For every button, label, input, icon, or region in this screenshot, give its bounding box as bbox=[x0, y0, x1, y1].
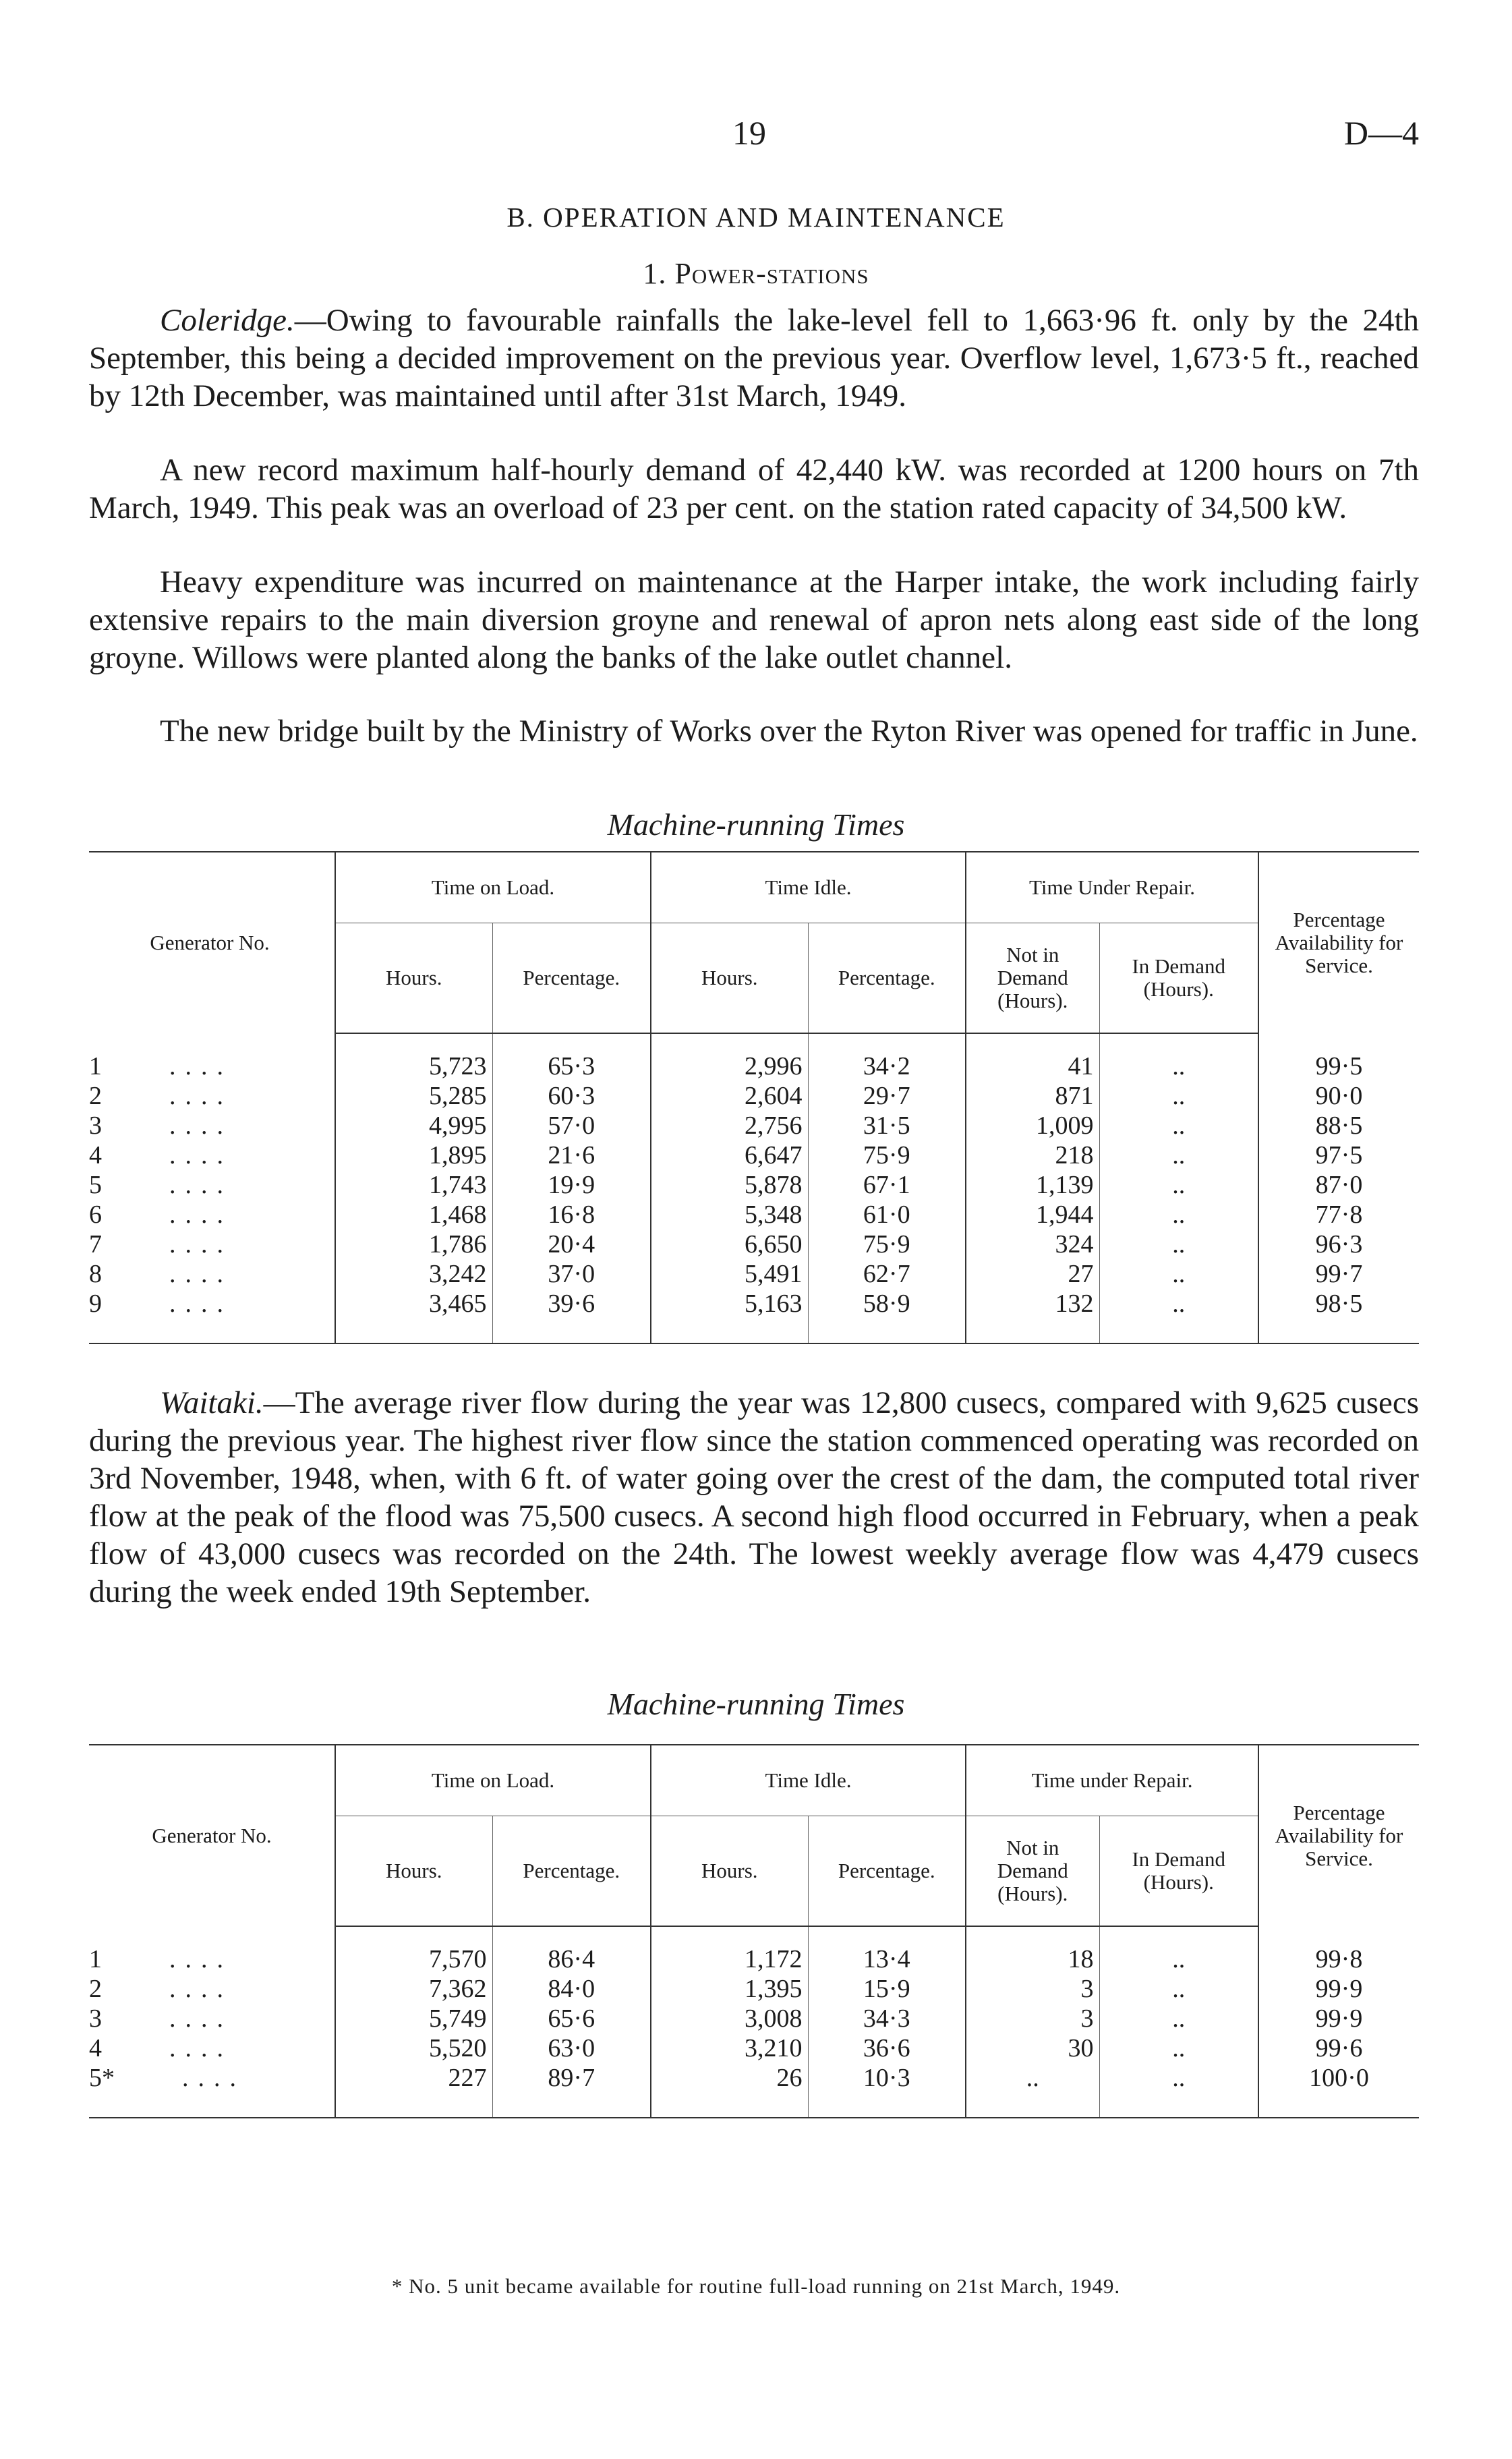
idle-hours: 6,647 bbox=[651, 1140, 808, 1170]
table-row: 1 .... 7,570 86·4 1,172 13·4 18 .. 99·8 bbox=[89, 1944, 1419, 1974]
table-row: 5* .... 227 89·7 26 10·3 .. .. 100·0 bbox=[89, 2063, 1419, 2093]
table-row: 7 .... 1,786 20·4 6,650 75·9 324 .. 96·3 bbox=[89, 1230, 1419, 1259]
load-percentage: 37·0 bbox=[492, 1259, 651, 1289]
not-in-demand-hours: 3 bbox=[966, 1974, 1099, 2004]
idle-percentage: 34·3 bbox=[808, 2004, 966, 2033]
not-in-demand-hours: 1,009 bbox=[966, 1111, 1099, 1140]
table-row: 2 .... 7,362 84·0 1,395 15·9 3 .. 99·9 bbox=[89, 1974, 1419, 2004]
table-row: 4 .... 1,895 21·6 6,647 75·9 218 .. 97·5 bbox=[89, 1140, 1419, 1170]
generator-number: 5 bbox=[89, 1171, 102, 1199]
in-demand-hours: .. bbox=[1099, 2004, 1258, 2033]
load-hours: 7,570 bbox=[335, 1944, 492, 1974]
load-hours: 1,786 bbox=[335, 1230, 492, 1259]
header-time-on-load: Time on Load. bbox=[335, 1745, 651, 1816]
coleridge-paragraph-2: A new record maximum half-hourly demand of 42,440 kW. was recorded at 1200 hours on 7th March, 1949. This peak was an overload of 23 per cent. on the station rated capacity of 34,500 kW. bbox=[89, 453, 1419, 525]
header-time-on-load: Time on Load. bbox=[335, 852, 651, 923]
idle-percentage: 75·9 bbox=[808, 1140, 966, 1170]
load-hours: 3,465 bbox=[335, 1289, 492, 1319]
table-row: 3 .... 5,749 65·6 3,008 34·3 3 .. 99·9 bbox=[89, 2004, 1419, 2033]
subsection-name: Power-stations bbox=[674, 257, 869, 290]
load-percentage: 21·6 bbox=[492, 1140, 651, 1170]
not-in-demand-hours: 41 bbox=[966, 1051, 1099, 1081]
coleridge-p1-text: —Owing to favourable rainfalls the lake-level fell to 1,663·96 ft. only by the 24th September, this being a decided improvement on the previous year. Overflow level, 1,673·5 ft., reached by 12th December, was maintained until after 31st March, 1949. bbox=[89, 303, 1419, 413]
table-row: 6 .... 1,468 16·8 5,348 61·0 1,944 .. 77·8 bbox=[89, 1200, 1419, 1230]
not-in-demand-hours: 30 bbox=[966, 2033, 1099, 2063]
not-in-demand-hours: 18 bbox=[966, 1944, 1099, 1974]
table2-footnote: * No. 5 unit became available for routine full-load running on 21st March, 1949. bbox=[391, 2274, 1121, 2298]
generator-number: 1 bbox=[89, 1945, 102, 1973]
availability-percentage: 99·9 bbox=[1258, 1974, 1419, 2004]
header-load-percentage: Percentage. bbox=[492, 1816, 651, 1927]
availability-percentage: 99·5 bbox=[1258, 1051, 1419, 1081]
not-in-demand-hours: 871 bbox=[966, 1081, 1099, 1111]
load-hours: 5,723 bbox=[335, 1051, 492, 1081]
waitaki-p1-text: —The average river flow during the year was 12,800 cusecs, compared with 9,625 cusecs during the previous year. The highest river flow since the station commenced operating was recorded on 3rd November, 1948, when, with 6 ft. of water going over the crest of the dam, the computed total river flow at the peak of the flood was 75,500 cusecs. A second high flood occurred in February, when a peak flow of 43,000 cusecs was recorded on the 24th. The lowest weekly average flow was 4,479 cusecs during the week ended 19th September. bbox=[89, 1385, 1419, 1609]
idle-percentage: 62·7 bbox=[808, 1259, 966, 1289]
header-time-idle: Time Idle. bbox=[651, 1745, 966, 1816]
not-in-demand-hours: .. bbox=[966, 2063, 1099, 2093]
header-time-under-repair: Time Under Repair. bbox=[966, 852, 1258, 923]
idle-hours: 6,650 bbox=[651, 1230, 808, 1259]
load-percentage: 84·0 bbox=[492, 1974, 651, 2004]
availability-percentage: 98·5 bbox=[1258, 1289, 1419, 1319]
table-row: 8 .... 3,242 37·0 5,491 62·7 27 .. 99·7 bbox=[89, 1259, 1419, 1289]
generator-number: 3 bbox=[89, 2004, 102, 2033]
load-hours: 227 bbox=[335, 2063, 492, 2093]
load-percentage: 65·6 bbox=[492, 2004, 651, 2033]
load-hours: 1,895 bbox=[335, 1140, 492, 1170]
idle-hours: 1,395 bbox=[651, 1974, 808, 2004]
table2-caption: Machine-running Times bbox=[607, 1687, 905, 1721]
load-percentage: 60·3 bbox=[492, 1081, 651, 1111]
availability-percentage: 97·5 bbox=[1258, 1140, 1419, 1170]
header-load-hours: Hours. bbox=[335, 923, 492, 1034]
idle-percentage: 10·3 bbox=[808, 2063, 966, 2093]
header-in-demand: In Demand (Hours). bbox=[1099, 923, 1258, 1034]
load-hours: 3,242 bbox=[335, 1259, 492, 1289]
in-demand-hours: .. bbox=[1099, 1259, 1258, 1289]
idle-hours: 3,008 bbox=[651, 2004, 808, 2033]
availability-percentage: 99·8 bbox=[1258, 1944, 1419, 1974]
not-in-demand-hours: 218 bbox=[966, 1140, 1099, 1170]
in-demand-hours: .. bbox=[1099, 1974, 1258, 2004]
header-generator: Generator No. bbox=[89, 1745, 335, 1926]
header-load-percentage: Percentage. bbox=[492, 923, 651, 1034]
table-row: 5 .... 1,743 19·9 5,878 67·1 1,139 .. 87·0 bbox=[89, 1170, 1419, 1200]
load-hours: 5,749 bbox=[335, 2004, 492, 2033]
header-availability: Percentage Availability for Service. bbox=[1258, 852, 1419, 1033]
load-percentage: 63·0 bbox=[492, 2033, 651, 2063]
availability-percentage: 87·0 bbox=[1258, 1170, 1419, 1200]
header-availability: Percentage Availability for Service. bbox=[1258, 1745, 1419, 1926]
load-percentage: 39·6 bbox=[492, 1289, 651, 1319]
in-demand-hours: .. bbox=[1099, 1230, 1258, 1259]
in-demand-hours: .. bbox=[1099, 1111, 1258, 1140]
idle-hours: 2,996 bbox=[651, 1051, 808, 1081]
in-demand-hours: .. bbox=[1099, 2063, 1258, 2093]
generator-number: 6 bbox=[89, 1200, 102, 1229]
subsection-number: 1. bbox=[643, 257, 667, 290]
generator-number: 1 bbox=[89, 1052, 102, 1080]
availability-percentage: 99·9 bbox=[1258, 2004, 1419, 2033]
load-hours: 4,995 bbox=[335, 1111, 492, 1140]
table-row: 1 .... 5,723 65·3 2,996 34·2 41 .. 99·5 bbox=[89, 1051, 1419, 1081]
in-demand-hours: .. bbox=[1099, 1944, 1258, 1974]
header-time-under-repair: Time under Repair. bbox=[966, 1745, 1258, 1816]
not-in-demand-hours: 27 bbox=[966, 1259, 1099, 1289]
idle-hours: 5,878 bbox=[651, 1170, 808, 1200]
generator-number: 3 bbox=[89, 1111, 102, 1140]
idle-percentage: 15·9 bbox=[808, 1974, 966, 2004]
table-row: 3 .... 4,995 57·0 2,756 31·5 1,009 .. 88·5 bbox=[89, 1111, 1419, 1140]
not-in-demand-hours: 1,944 bbox=[966, 1200, 1099, 1230]
load-hours: 1,743 bbox=[335, 1170, 492, 1200]
generator-number: 9 bbox=[89, 1290, 102, 1318]
header-idle-percentage: Percentage. bbox=[808, 923, 966, 1034]
subsection-title bbox=[0, 256, 1512, 291]
waitaki-machine-running-table bbox=[89, 1744, 1419, 2118]
in-demand-hours: .. bbox=[1099, 1200, 1258, 1230]
idle-percentage: 75·9 bbox=[808, 1230, 966, 1259]
availability-percentage: 100·0 bbox=[1258, 2063, 1419, 2093]
idle-percentage: 58·9 bbox=[808, 1289, 966, 1319]
generator-number: 4 bbox=[89, 2034, 102, 2062]
load-percentage: 86·4 bbox=[492, 1944, 651, 1974]
idle-hours: 5,163 bbox=[651, 1289, 808, 1319]
load-percentage: 19·9 bbox=[492, 1170, 651, 1200]
in-demand-hours: .. bbox=[1099, 2033, 1258, 2063]
load-percentage: 57·0 bbox=[492, 1111, 651, 1140]
availability-percentage: 88·5 bbox=[1258, 1111, 1419, 1140]
document-code: D—4 bbox=[1343, 114, 1419, 152]
availability-percentage: 77·8 bbox=[1258, 1200, 1419, 1230]
not-in-demand-hours: 324 bbox=[966, 1230, 1099, 1259]
table-row: 9 .... 3,465 39·6 5,163 58·9 132 .. 98·5 bbox=[89, 1289, 1419, 1319]
idle-hours: 1,172 bbox=[651, 1944, 808, 1974]
coleridge-machine-running-table bbox=[89, 851, 1419, 1344]
load-percentage: 89·7 bbox=[492, 2063, 651, 2093]
availability-percentage: 99·6 bbox=[1258, 2033, 1419, 2063]
not-in-demand-hours: 132 bbox=[966, 1289, 1099, 1319]
header-idle-percentage: Percentage. bbox=[808, 1816, 966, 1927]
coleridge-paragraph-4: The new bridge built by the Ministry of Works over the Ryton River was opened for traffic in June. bbox=[160, 714, 1418, 749]
load-percentage: 65·3 bbox=[492, 1051, 651, 1081]
in-demand-hours: .. bbox=[1099, 1140, 1258, 1170]
in-demand-hours: .. bbox=[1099, 1289, 1258, 1319]
header-generator: Generator No. bbox=[89, 852, 335, 1033]
in-demand-hours: .. bbox=[1099, 1081, 1258, 1111]
idle-hours: 5,491 bbox=[651, 1259, 808, 1289]
table-row: 4 .... 5,520 63·0 3,210 36·6 30 .. 99·6 bbox=[89, 2033, 1419, 2063]
idle-percentage: 29·7 bbox=[808, 1081, 966, 1111]
generator-number: 8 bbox=[89, 1260, 102, 1288]
load-hours: 5,285 bbox=[335, 1081, 492, 1111]
section-title: B. OPERATION AND MAINTENANCE bbox=[506, 202, 1006, 233]
idle-hours: 26 bbox=[651, 2063, 808, 2093]
generator-number: 4 bbox=[89, 1141, 102, 1169]
idle-percentage: 61·0 bbox=[808, 1200, 966, 1230]
generator-number: 5* bbox=[89, 2064, 115, 2092]
in-demand-hours: .. bbox=[1099, 1051, 1258, 1081]
header-not-in-demand: Not in Demand (Hours). bbox=[966, 923, 1099, 1034]
idle-percentage: 13·4 bbox=[808, 1944, 966, 1974]
availability-percentage: 96·3 bbox=[1258, 1230, 1419, 1259]
idle-hours: 5,348 bbox=[651, 1200, 808, 1230]
header-idle-hours: Hours. bbox=[651, 923, 808, 1034]
idle-hours: 3,210 bbox=[651, 2033, 808, 2063]
idle-percentage: 36·6 bbox=[808, 2033, 966, 2063]
idle-percentage: 31·5 bbox=[808, 1111, 966, 1140]
table1-caption: Machine-running Times bbox=[607, 807, 905, 842]
coleridge-paragraph-1 bbox=[89, 301, 1419, 415]
load-percentage: 20·4 bbox=[492, 1230, 651, 1259]
waitaki-lead: Waitaki. bbox=[160, 1385, 264, 1420]
coleridge-paragraph-3: Heavy expenditure was incurred on maintenance at the Harper intake, the work including fairly extensive repairs to the main diversion groyne and renewal of apron nets along east side of the long groyne. Willows were planted along the banks of the lake outlet channel. bbox=[89, 565, 1419, 675]
generator-number: 2 bbox=[89, 1082, 102, 1110]
load-hours: 7,362 bbox=[335, 1974, 492, 2004]
waitaki-paragraph bbox=[89, 1384, 1419, 1611]
header-time-idle: Time Idle. bbox=[651, 852, 966, 923]
table-row: 2 .... 5,285 60·3 2,604 29·7 871 .. 90·0 bbox=[89, 1081, 1419, 1111]
not-in-demand-hours: 3 bbox=[966, 2004, 1099, 2033]
idle-percentage: 34·2 bbox=[808, 1051, 966, 1081]
header-not-in-demand: Not in Demand (Hours). bbox=[966, 1816, 1099, 1927]
idle-hours: 2,756 bbox=[651, 1111, 808, 1140]
load-hours: 5,520 bbox=[335, 2033, 492, 2063]
header-idle-hours: Hours. bbox=[651, 1816, 808, 1927]
generator-number: 2 bbox=[89, 1975, 102, 2003]
idle-hours: 2,604 bbox=[651, 1081, 808, 1111]
not-in-demand-hours: 1,139 bbox=[966, 1170, 1099, 1200]
load-percentage: 16·8 bbox=[492, 1200, 651, 1230]
header-load-hours: Hours. bbox=[335, 1816, 492, 1927]
in-demand-hours: .. bbox=[1099, 1170, 1258, 1200]
coleridge-lead: Coleridge. bbox=[160, 303, 295, 338]
page-number: 19 bbox=[732, 114, 766, 152]
generator-number: 7 bbox=[89, 1230, 102, 1259]
availability-percentage: 99·7 bbox=[1258, 1259, 1419, 1289]
load-hours: 1,468 bbox=[335, 1200, 492, 1230]
header-in-demand: In Demand (Hours). bbox=[1099, 1816, 1258, 1927]
idle-percentage: 67·1 bbox=[808, 1170, 966, 1200]
availability-percentage: 90·0 bbox=[1258, 1081, 1419, 1111]
